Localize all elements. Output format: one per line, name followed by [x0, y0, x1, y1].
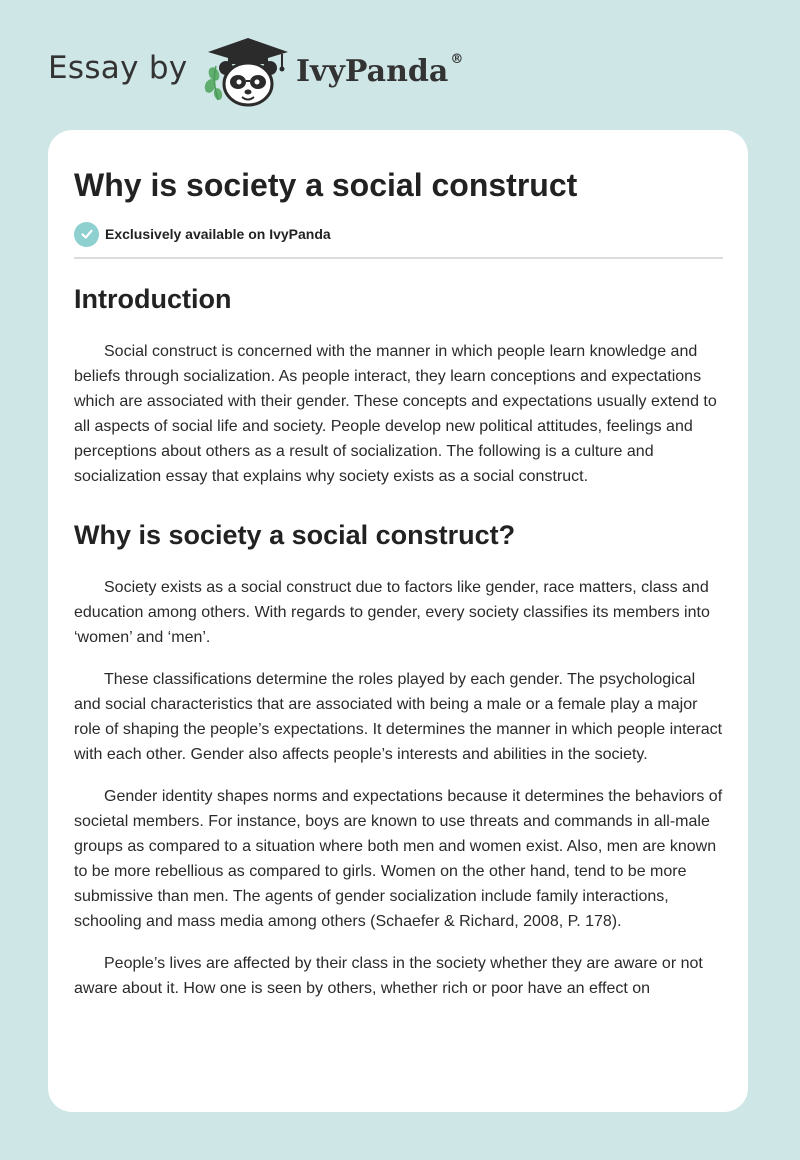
essay-title: Why is society a social construct: [74, 167, 578, 203]
registered-mark: ®: [450, 52, 464, 67]
paragraph: Social construct is concerned with the manner in which people learn knowledge and beliefs through socialization. As people interact, they learn conceptions and expectations which are associated with their gender. These concepts and expectations usually extend to all aspects of social life and society. People develop new political attitudes, feelings and perceptions about others as a result of socialization. The following is a culture and socialization essay that explains why society exists as a social construct.: [74, 343, 717, 485]
section-heading-introduction: Introduction: [74, 284, 232, 314]
checkmark-icon: [74, 222, 99, 247]
panda-logo-icon[interactable]: [200, 34, 296, 110]
divider: [74, 257, 723, 259]
paragraph: Gender identity shapes norms and expectations because it determines the behaviors of societal members. For instance, boys are known to use threats and commands in all-male groups as compared to a situation where both men and women exist. Also, men are known to be more rebellious as compared to girls. Women on the other hand, tend to be more submissive than men. The agents of gender socialization include family interactions, schooling and mass media among others (Schaefer & Richard, 2008, P. 178).: [74, 788, 723, 930]
paragraph: People’s lives are affected by their class in the society whether they are aware or not aware about it. How one is seen by others, whether rich or poor have an effect on: [74, 955, 703, 997]
section-heading-why-society: Why is society a social construct?: [74, 520, 516, 550]
paragraph: These classifications determine the roles played by each gender. The psychological and social characteristics that are associated with being a male or a female play a major role of shaping the people’s expectations. It determines the manner in which people interact with each other. Gender also affects people’s interests and abilities in the society.: [74, 671, 723, 763]
essay-by-label: Essay by: [48, 50, 188, 86]
brand-name[interactable]: [296, 54, 463, 89]
essay-card: [48, 130, 748, 1112]
brand-text: IvyPanda: [296, 54, 449, 89]
exclusive-badge: [74, 221, 724, 247]
essay-content: [74, 166, 724, 1001]
paragraph: Society exists as a social construct due to factors like gender, race matters, class and education among others. With regards to gender, every society classifies its members into ‘women’ and ‘men’.: [74, 579, 710, 646]
exclusive-badge-label: Exclusively available on IvyPanda: [105, 226, 331, 242]
site-header: [0, 0, 800, 130]
